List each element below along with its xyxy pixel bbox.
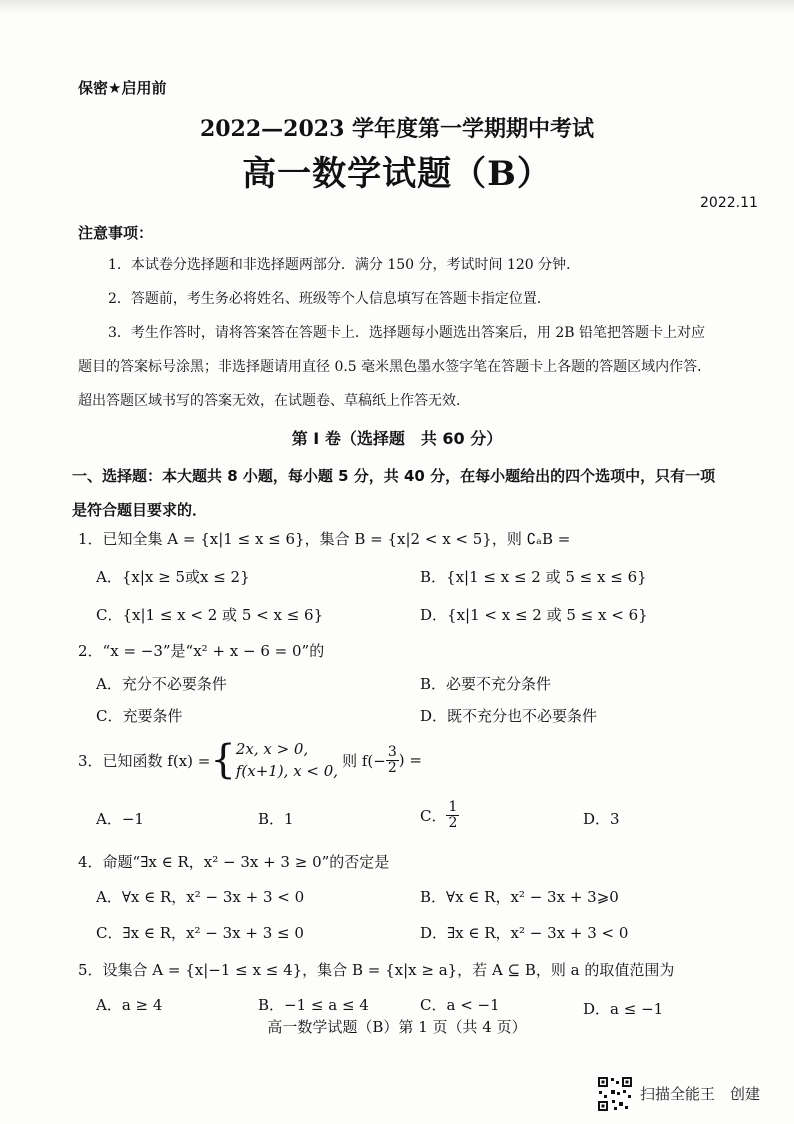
notice-item-3: 3．考生作答时，请将答案答在答题卡上．选择题每小题选出答案后，用 2B 铅笔把答题卡上对应题目的答案标号涂黑；非选择题请用直径 0.5 毫米黑色墨水签字笔在答题卡上各题的答题区域内作答．超出答题区域书写的答案无效，在试题卷、草稿纸上作答无效． xyxy=(78,325,712,409)
question-3-option-b: B．1 xyxy=(258,810,294,828)
question-2-option-d: D．既不充分也不必要条件 xyxy=(420,707,598,725)
question-1-stem: 1．已知全集 A = {x|1 ≤ x ≤ 6}，集合 B = {x|2 < x < 5}，则 ∁ₐB = xyxy=(78,530,571,548)
question-4-option-d: D．∃x ∈ R，x² − 3x + 3 < 0 xyxy=(420,924,629,942)
scanner-watermark: 扫描全能王 创建 xyxy=(640,1085,761,1103)
option-c-label: C． xyxy=(420,807,447,825)
page-footer: 高一数学试题（B）第 1 页（共 4 页） xyxy=(267,1018,527,1036)
question-4-option-a: A．∀x ∈ R，x² − 3x + 3 < 0 xyxy=(96,888,305,906)
notice-item-2: 2．答题前，考生务必将姓名、班级等个人信息填写在答题卡指定位置． xyxy=(108,291,551,307)
part-title: 第 I 卷（选择题 共 60 分） xyxy=(291,429,503,448)
brace-symbol: { xyxy=(210,737,236,783)
question-3-option-c xyxy=(420,800,459,831)
question-2-option-a: A．充分不必要条件 xyxy=(96,675,227,693)
question-4-option-b: B．∀x ∈ R，x² − 3x + 3⩾0 xyxy=(420,888,619,906)
question-5-option-a: A．a ≥ 4 xyxy=(96,996,163,1014)
question-2-option-b: B．必要不充分条件 xyxy=(420,675,552,693)
piecewise-line-1: 2x, x > 0, xyxy=(235,740,309,758)
question-2-stem: 2．“x = −3”是“x² + x − 6 = 0”的 xyxy=(78,642,325,660)
section-heading: 一、选择题：本大题共 8 小题，每小题 5 分，共 40 分，在每小题给出的四个选项中，只有一项是符合题目要求的． xyxy=(72,467,716,519)
question-3-option-d: D．3 xyxy=(583,810,620,828)
question-1-option-d: D．{x|1 < x ≤ 2 或 5 ≤ x < 6} xyxy=(420,606,648,624)
exam-date: 2022.11 xyxy=(700,195,758,211)
question-5-stem: 5．设集合 A = {x|−1 ≤ x ≤ 4}，集合 B = {x|x ≥ a}，若 A ⊆ B，则 a 的取值范围为 xyxy=(78,961,675,979)
confidential-label: 保密★启用前 xyxy=(78,79,167,97)
scan-edge xyxy=(0,0,794,14)
question-3-mid: 则 f(− xyxy=(342,751,386,770)
question-1-option-a: A．{x|x ≥ 5或x ≤ 2} xyxy=(96,568,250,586)
piecewise-line-2: f(x+1), x < 0, xyxy=(235,762,339,780)
question-5-option-b: B．−1 ≤ a ≤ 4 xyxy=(258,996,369,1014)
fraction-numerator: 1 xyxy=(448,799,458,815)
fraction-numerator: 3 xyxy=(387,743,397,760)
exam-title: 2022—2023 学年度第一学期期中考试 xyxy=(199,116,595,142)
notice-item-1: 1．本试卷分选择题和非选择题两部分．满分 150 分，考试时间 120 分钟． xyxy=(108,257,581,273)
question-3-option-a: A．−1 xyxy=(96,810,144,828)
exam-subtitle: 高一数学试题（B） xyxy=(242,154,552,194)
fraction-denominator: 2 xyxy=(448,815,458,831)
question-5-option-d: D．a ≤ −1 xyxy=(583,1000,664,1018)
notice-heading: 注意事项： xyxy=(78,224,154,242)
fraction-one-half xyxy=(446,800,459,831)
fraction-denominator: 2 xyxy=(387,759,397,776)
question-3-suffix: ) = xyxy=(398,751,422,769)
qr-code-icon xyxy=(597,1076,633,1112)
question-4-stem: 4．命题“∃x ∈ R，x² − 3x + 3 ≥ 0”的否定是 xyxy=(78,853,390,871)
question-3-stem xyxy=(78,738,422,782)
fraction-three-halves xyxy=(386,745,399,776)
question-1-option-c: C．{x|1 ≤ x < 2 或 5 < x ≤ 6} xyxy=(96,606,324,624)
question-2-option-c: C．充要条件 xyxy=(96,707,183,725)
question-5-option-c: C．a < −1 xyxy=(420,996,500,1014)
question-4-option-c: C．∃x ∈ R，x² − 3x + 3 ≤ 0 xyxy=(96,924,304,942)
question-3-prefix: 3．已知函数 f(x) = xyxy=(78,751,211,770)
question-1-option-b: B．{x|1 ≤ x ≤ 2 或 5 ≤ x ≤ 6} xyxy=(420,568,647,586)
piecewise-function xyxy=(210,738,338,782)
